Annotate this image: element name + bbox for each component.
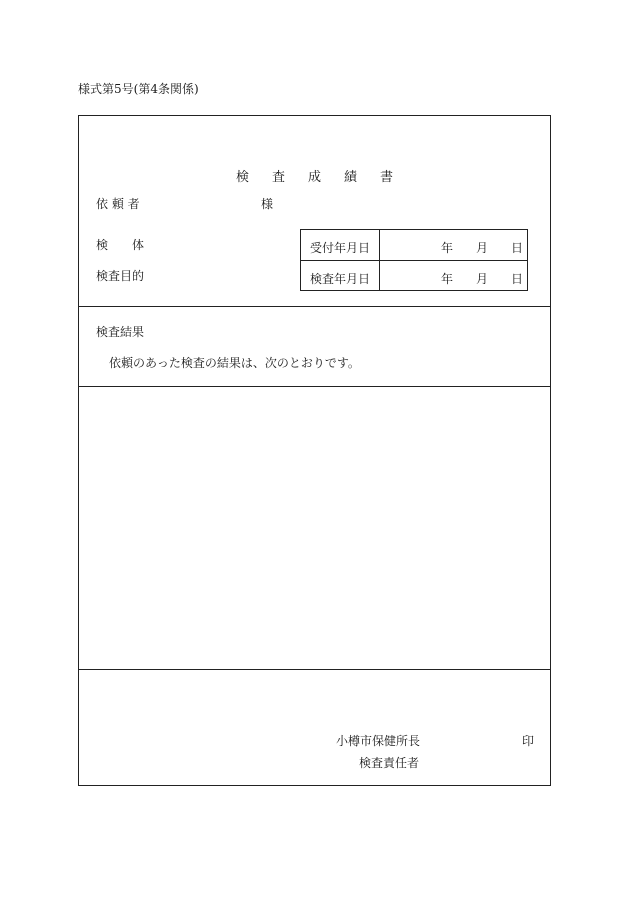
inspection-date-row bbox=[301, 260, 527, 291]
results-content-area bbox=[79, 387, 550, 669]
section-divider-top bbox=[79, 306, 550, 307]
results-heading: 検査結果 bbox=[96, 325, 145, 339]
inspection-date-label: 検査年月日 bbox=[310, 272, 371, 286]
specimen-label: 検 体 bbox=[96, 238, 145, 252]
date-table bbox=[300, 229, 528, 291]
form-reference: 様式第5号(第4条関係) bbox=[78, 82, 199, 96]
received-year-unit: 年 bbox=[441, 241, 454, 255]
received-day-unit: 日 bbox=[511, 241, 524, 255]
document-title: 検査成績書 bbox=[235, 170, 416, 185]
inspector-label: 検査責任者 bbox=[359, 756, 420, 770]
seal-mark: 印 bbox=[522, 734, 535, 748]
received-month-unit: 月 bbox=[476, 241, 489, 255]
inspection-report-form bbox=[78, 115, 551, 786]
purpose-label: 検査目的 bbox=[96, 269, 145, 283]
requester-label: 依 頼 者 bbox=[96, 197, 140, 211]
inspection-year-unit: 年 bbox=[441, 272, 454, 286]
inspection-day-unit: 日 bbox=[511, 272, 524, 286]
section-divider-bottom bbox=[79, 669, 550, 670]
inspection-month-unit: 月 bbox=[476, 272, 489, 286]
received-date-row bbox=[301, 230, 527, 260]
results-statement: 依頼のあった検査の結果は、次のとおりです。 bbox=[109, 356, 360, 370]
requester-honorific: 様 bbox=[261, 197, 274, 211]
issuer-label: 小樽市保健所長 bbox=[336, 734, 421, 748]
received-date-label: 受付年月日 bbox=[310, 241, 371, 255]
